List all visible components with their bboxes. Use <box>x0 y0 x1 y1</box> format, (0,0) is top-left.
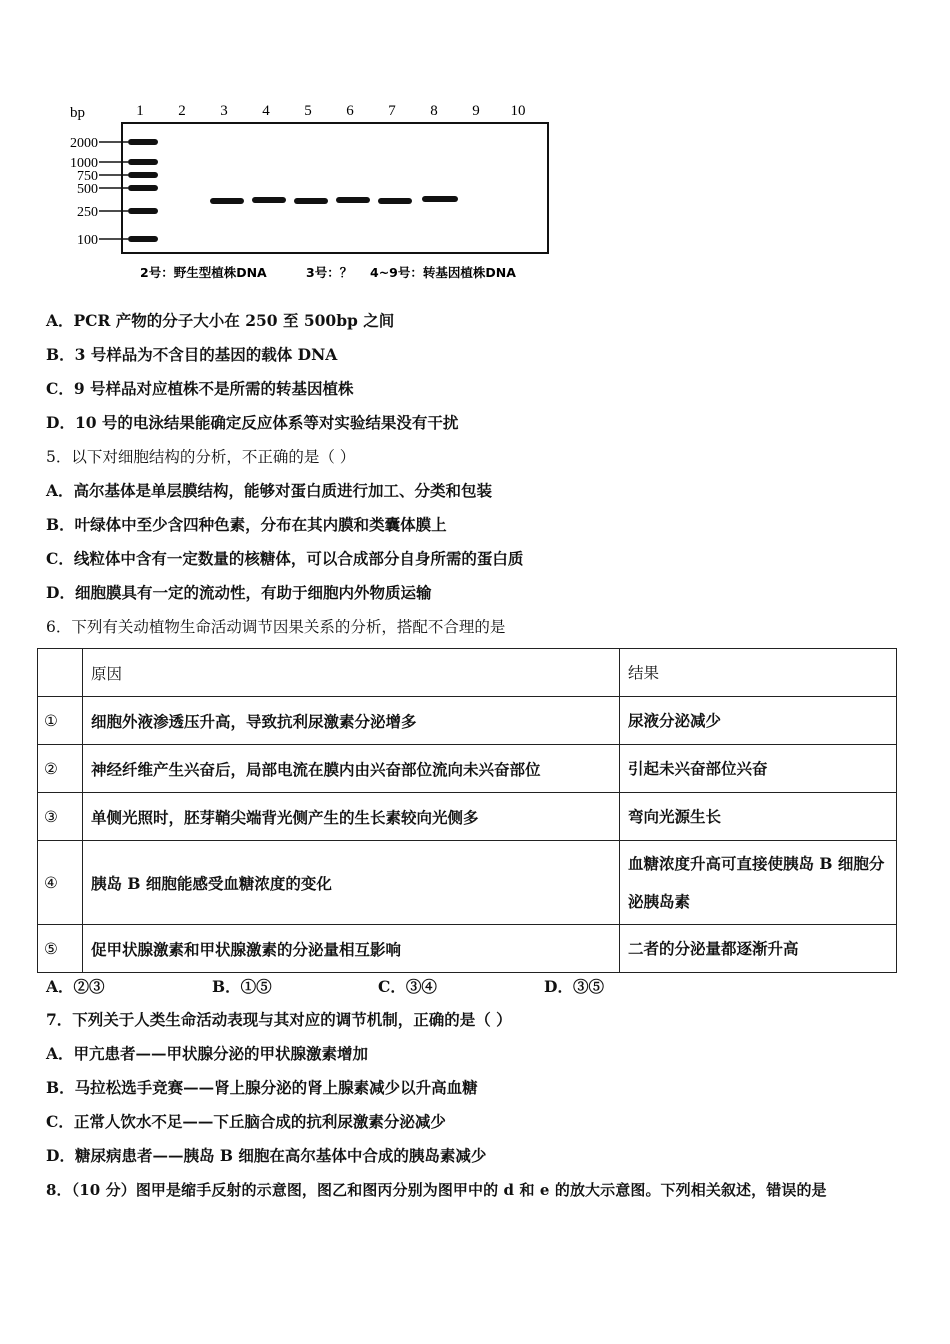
row-effect: 弯向光源生长 <box>620 793 897 841</box>
lane-numbers <box>136 103 525 119</box>
marker-label: 250 <box>77 205 98 220</box>
q6-stem: 6．下列有关动植物生命活动调节因果关系的分析，搭配不合理的是 <box>46 618 506 636</box>
lane-number: 9 <box>472 103 480 119</box>
lane-number: 8 <box>430 103 438 119</box>
row-effect: 尿液分泌减少 <box>620 697 897 745</box>
lane-number: 7 <box>388 103 396 119</box>
lane-number: 1 <box>136 103 144 119</box>
row-cause: 单侧光照时，胚芽鞘尖端背光侧产生的生长素较向光侧多 <box>83 793 620 841</box>
caption-lanes4-9: 4~9号：转基因植株DNA <box>370 265 516 280</box>
q4-option-b: B．3 号样品为不含目的基因的载体 DNA <box>46 345 338 364</box>
band-lane-3 <box>210 198 244 204</box>
row-cause: 细胞外液渗透压升高，导致抗利尿激素分泌增多 <box>83 697 620 745</box>
lane-number: 6 <box>346 103 354 119</box>
q6-choices <box>46 975 604 997</box>
marker-ticks <box>99 142 128 239</box>
lane-number: 10 <box>510 103 526 119</box>
table-row <box>38 925 897 973</box>
band-lane-6 <box>336 197 370 203</box>
header-cause: 原因 <box>83 649 620 697</box>
table-header-row <box>38 649 897 697</box>
marker-label: 750 <box>77 169 98 184</box>
row-number: ② <box>38 745 83 793</box>
q6-table <box>37 648 897 973</box>
lane-number: 3 <box>220 103 228 119</box>
row-number: ① <box>38 697 83 745</box>
caption-lane2: 2号：野生型植株DNA <box>140 265 267 280</box>
q5-option-a: A．高尔基体是单层膜结构，能够对蛋白质进行加工、分类和包装 <box>46 481 493 500</box>
ladder-bands <box>128 139 158 242</box>
gel-caption <box>140 265 516 280</box>
table-row <box>38 793 897 841</box>
band-lane-7 <box>378 198 412 204</box>
q5-option-d: D．细胞膜具有一定的流动性，有助于细胞内外物质运输 <box>46 583 432 602</box>
q4-option-c: C．9 号样品对应植株不是所需的转基因植株 <box>46 379 354 398</box>
marker-label: 2000 <box>70 136 98 151</box>
row-effect: 二者的分泌量都逐渐升高 <box>620 925 897 973</box>
q4-option-d: D．10 号的电泳结果能确定反应体系等对实验结果没有干扰 <box>46 413 459 432</box>
q5-stem: 5．以下对细胞结构的分析，不正确的是（ ） <box>46 448 356 466</box>
band-lane-4 <box>252 197 286 203</box>
q6-choice-b: B．①⑤ <box>212 977 272 996</box>
sample-bands <box>210 196 458 204</box>
q6-choice-c: C．③④ <box>378 977 437 996</box>
q7-option-b: B．马拉松选手竞赛——肾上腺分泌的肾上腺素减少以升高血糖 <box>46 1078 478 1097</box>
q7-option-c: C．正常人饮水不足——下丘脑合成的抗利尿激素分泌减少 <box>46 1112 446 1131</box>
lane-number: 5 <box>304 103 312 119</box>
row-cause: 胰岛 B 细胞能感受血糖浓度的变化 <box>83 841 620 925</box>
marker-label: 100 <box>77 233 98 248</box>
marker-label: 500 <box>77 182 98 197</box>
q6-choice-d: D．③⑤ <box>544 977 604 996</box>
q7-option-d: D．糖尿病患者——胰岛 B 细胞在高尔基体中合成的胰岛素减少 <box>46 1146 487 1165</box>
row-number: ③ <box>38 793 83 841</box>
row-cause: 促甲状腺激素和甲状腺激素的分泌量相互影响 <box>83 925 620 973</box>
caption-lane3: 3号：？ <box>306 265 353 280</box>
table-cell <box>38 649 83 697</box>
row-number: ④ <box>38 841 83 925</box>
row-effect: 引起未兴奋部位兴奋 <box>620 745 897 793</box>
lane-number: 4 <box>262 103 270 119</box>
table-row <box>38 841 897 925</box>
header-effect: 结果 <box>620 649 897 697</box>
table-row <box>38 745 897 793</box>
band-lane-8 <box>422 196 458 202</box>
q5-option-b: B．叶绿体中至少含四种色素，分布在其内膜和类囊体膜上 <box>46 515 447 534</box>
q8-stem: 8．（10 分）图甲是缩手反射的示意图，图乙和图丙分别为图甲中的 d 和 e 的放大示意图。下列相关叙述，错误的是 <box>46 1181 827 1199</box>
q4-option-a: A．PCR 产物的分子大小在 250 至 500bp 之间 <box>46 311 395 330</box>
table-row <box>38 697 897 745</box>
lane-number: 2 <box>178 103 186 119</box>
q5-option-c: C．线粒体中含有一定数量的核糖体，可以合成部分自身所需的蛋白质 <box>46 549 524 568</box>
q7-option-a: A．甲亢患者——甲状腺分泌的甲状腺激素增加 <box>46 1044 369 1063</box>
row-number: ⑤ <box>38 925 83 973</box>
band-lane-5 <box>294 198 328 204</box>
q7-stem: 7．下列关于人类生命活动表现与其对应的调节机制，正确的是（ ） <box>46 1010 512 1029</box>
row-effect: 血糖浓度升高可直接使胰岛 B 细胞分泌胰岛素 <box>620 841 897 925</box>
gel-unit-label: bp <box>70 105 85 121</box>
marker-labels <box>70 136 98 248</box>
gel-box <box>122 123 548 253</box>
marker-label: 1000 <box>70 156 98 171</box>
q6-choice-a: A．②③ <box>46 977 105 996</box>
row-cause: 神经纤维产生兴奋后，局部电流在膜内由兴奋部位流向未兴奋部位 <box>83 745 620 793</box>
gel-electrophoresis-figure <box>60 95 580 290</box>
